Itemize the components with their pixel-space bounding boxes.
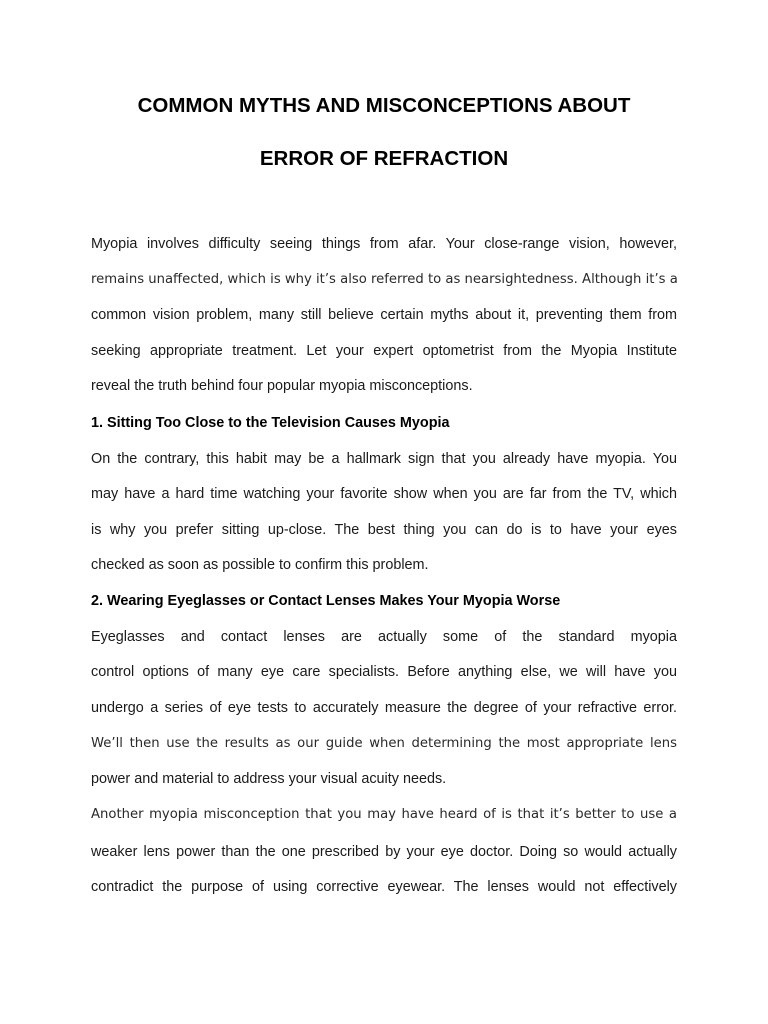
section-2-line-3: undergo a series of eye tests to accurately measure the degree of your refractive error. (91, 700, 677, 716)
section-2-para2-line-1: Another myopia misconception that you may have heard of is that it’s better to use a (91, 807, 677, 822)
intro-line-5: reveal the truth behind four popular myopia misconceptions. (91, 378, 473, 394)
title-line-1: COMMON MYTHS AND MISCONCEPTIONS ABOUT (137, 94, 631, 117)
section-2-para2-line-3: contradict the purpose of using corrective eyewear. The lenses would not effectively (91, 879, 677, 895)
intro-line-3: common vision problem, many still believe certain myths about it, preventing them from (91, 307, 677, 323)
section-1-heading: 1. Sitting Too Close to the Television Causes Myopia (91, 415, 450, 431)
section-2-line-4: We’ll then use the results as our guide when determining the most appropriate lens (91, 736, 677, 751)
intro-line-2: remains unaffected, which is why it’s also referred to as nearsightedness. Although it’s a (91, 272, 678, 287)
title-line-2: ERROR OF REFRACTION (259, 147, 509, 170)
section-2-line-2: control options of many eye care specialists. Before anything else, we will have you (91, 664, 677, 680)
section-1-line-2: may have a hard time watching your favorite show when you are far from the TV, which (91, 486, 677, 502)
section-2-para2-line-2: weaker lens power than the one prescribed by your eye doctor. Doing so would actually (91, 844, 677, 860)
section-2-line-1: Eyeglasses and contact lenses are actually some of the standard myopia (91, 629, 677, 645)
intro-line-4: seeking appropriate treatment. Let your expert optometrist from the Myopia Institute (91, 343, 677, 359)
section-1-line-1: On the contrary, this habit may be a hallmark sign that you already have myopia. You (91, 451, 677, 467)
section-2-heading: 2. Wearing Eyeglasses or Contact Lenses Makes Your Myopia Worse (91, 593, 561, 609)
section-1-line-4: checked as soon as possible to confirm this problem. (91, 557, 429, 573)
section-1-line-3: is why you prefer sitting up-close. The best thing you can do is to have your eyes (91, 522, 677, 538)
section-2-line-5: power and material to address your visual acuity needs. (91, 771, 447, 787)
intro-line-1: Myopia involves difficulty seeing things from afar. Your close-range vision, however, (91, 236, 677, 252)
